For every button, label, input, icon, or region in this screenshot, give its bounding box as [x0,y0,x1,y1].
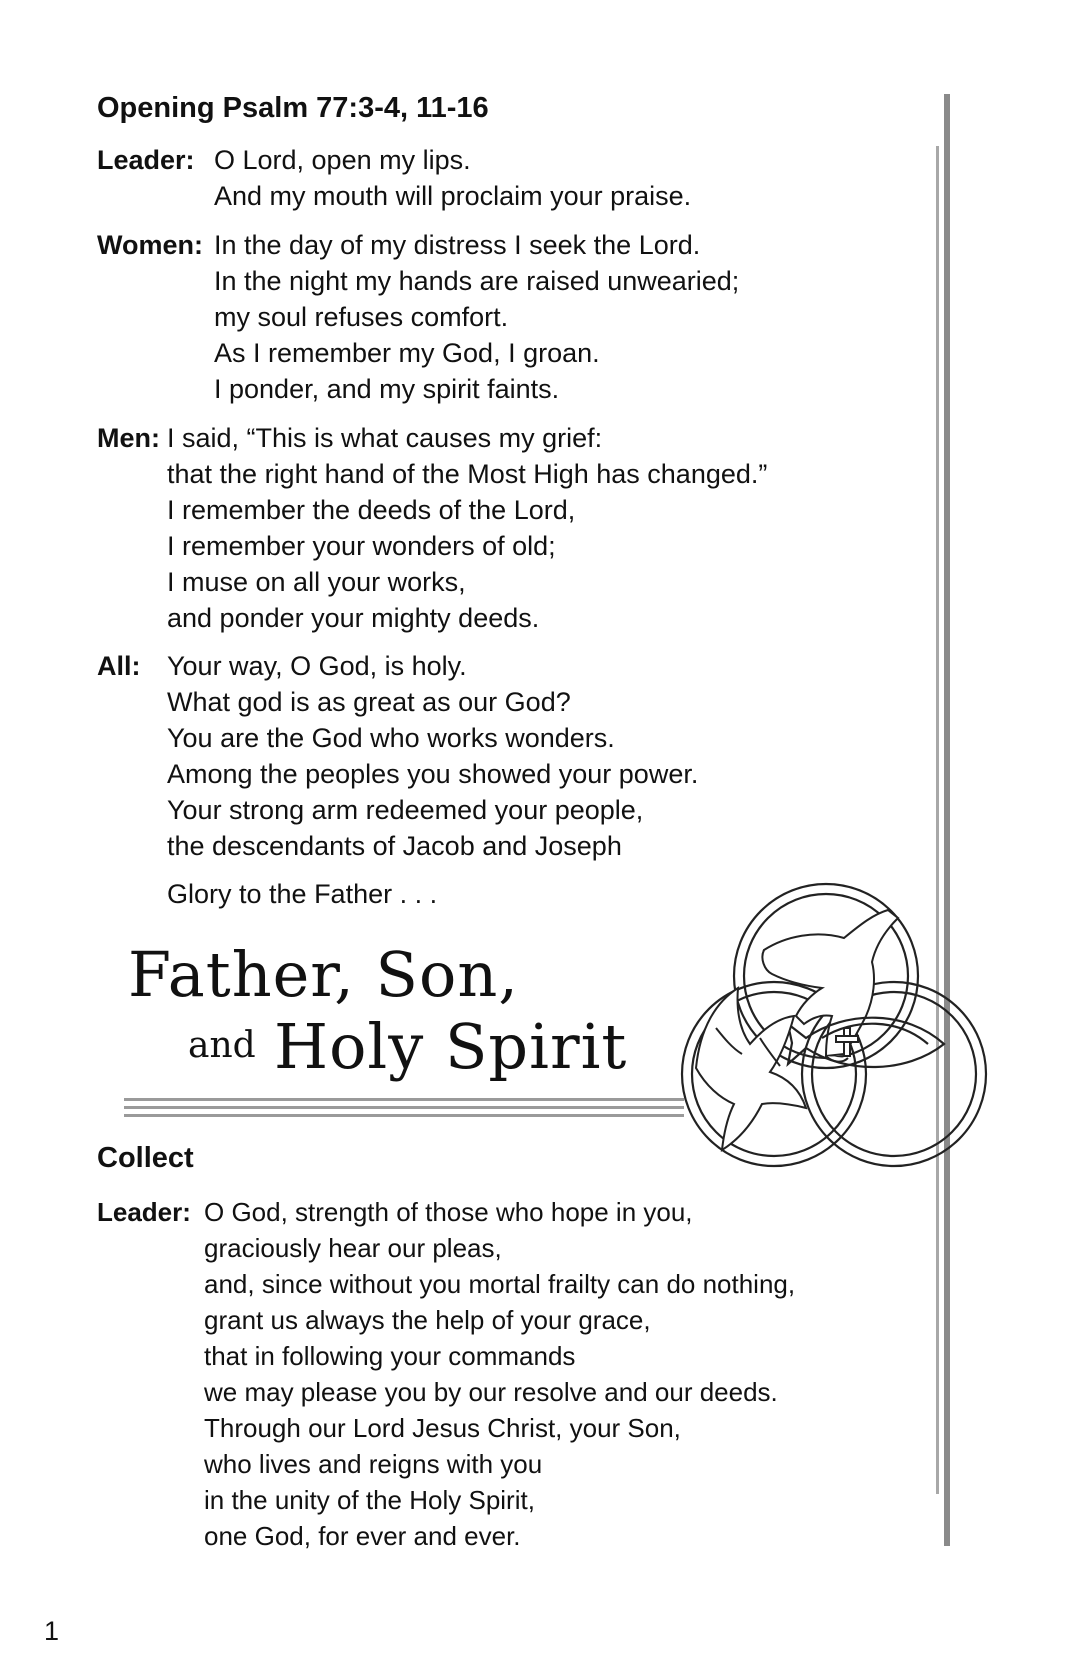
verse-line: O Lord, open my lips. [214,145,471,175]
banner-title-and: and [188,1025,256,1066]
verse-line: You are the God who works wonders. [167,723,615,753]
prayer-line: that in following your commands [204,1341,576,1371]
speaker-label: Men: [97,423,160,453]
verse-line: my soul refuses comfort. [214,302,509,332]
verse-line: I muse on all your works, [167,567,466,597]
verse-line: And my mouth will proclaim your praise. [214,181,692,211]
banner-rule [124,1106,684,1109]
verse-line: I said, “This is what causes my grief: [167,423,603,453]
verse-line: In the day of my distress I seek the Lord. [214,230,701,260]
prayer-line: who lives and reigns with you [204,1449,543,1479]
verse-line: Your strong arm redeemed your people, [167,795,644,825]
banner-rule [124,1114,684,1117]
verse-line: Your way, O God, is holy. [167,651,467,681]
speaker-label: Women: [97,230,203,260]
banner-title-line2: Holy Spirit [274,1010,628,1083]
prayer-line: O God, strength of those who hope in you, [204,1197,693,1227]
right-vertical-rule-thick [944,94,950,1546]
prayer-line: one God, for ever and ever. [204,1521,521,1551]
verse-line: In the night my hands are raised unwearied; [214,266,740,296]
prayer-line: in the unity of the Holy Spirit, [204,1485,535,1515]
right-vertical-rule-thin [936,146,939,1494]
page-number: 1 [44,1616,60,1646]
speaker-label: Leader: [97,1197,191,1227]
prayer-line: grant us always the help of your grace, [204,1305,651,1335]
trinity-rings-hand-dove-fish-icon [676,878,1006,1188]
prayer-line: graciously hear our pleas, [204,1233,502,1263]
speaker-label: Leader: [97,145,195,175]
banner-rule [124,1098,684,1101]
prayer-lines [204,1194,795,1554]
speaker-label: All: [97,651,141,681]
verse-line: and ponder your mighty deeds. [167,603,540,633]
prayer-line: and, since without you mortal frailty can do nothing, [204,1269,796,1299]
verse-lines [167,648,698,864]
prayer-line: we may please you by our resolve and our deeds. [204,1377,778,1407]
verse-line: I ponder, and my spirit faints. [214,374,560,404]
verse-line: As I remember my God, I groan. [214,338,600,368]
glory-line: Glory to the Father . . . [167,879,438,909]
verse-line: the descendants of Jacob and Joseph [167,831,622,861]
verse-lines [167,420,767,636]
verse-line: What god is as great as our God? [167,687,571,717]
collect-title: Collect [97,1142,194,1174]
verse-lines [214,142,691,214]
prayer-line: Through our Lord Jesus Christ, your Son, [204,1413,681,1443]
verse-line: that the right hand of the Most High has changed.” [167,459,768,489]
banner-title-line1: Father, Son, [128,938,519,1011]
psalm-title: Opening Psalm 77:3-4, 11-16 [97,92,489,124]
verse-line: Among the peoples you showed your power. [167,759,699,789]
verse-line: I remember the deeds of the Lord, [167,495,576,525]
verse-line: I remember your wonders of old; [167,531,556,561]
verse-lines [214,227,739,407]
